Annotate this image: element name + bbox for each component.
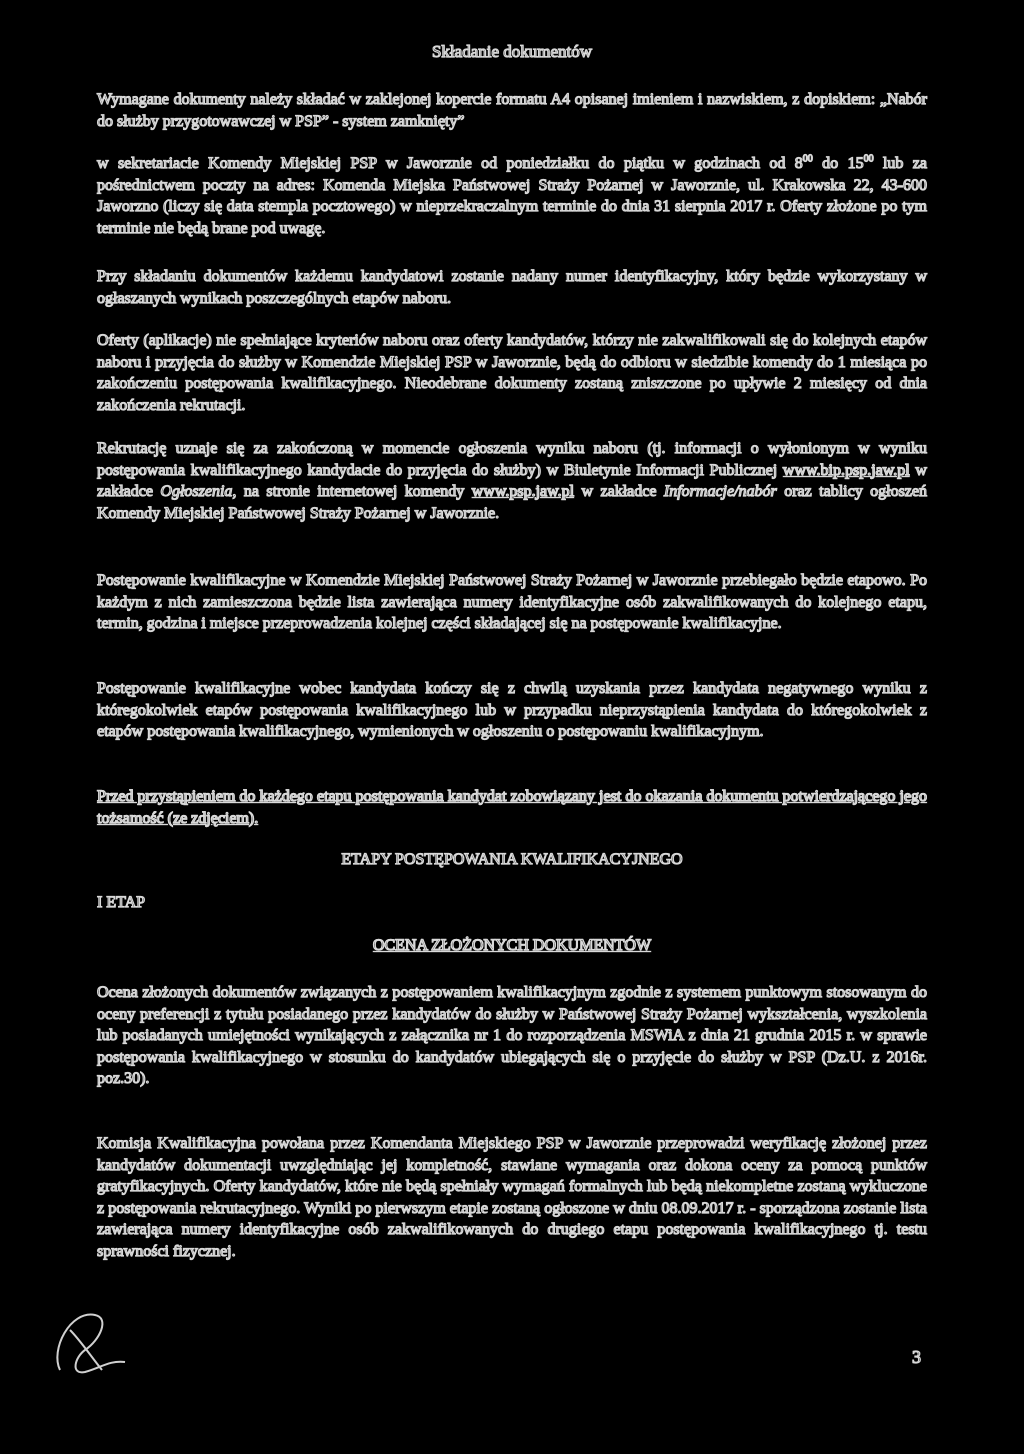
paragraph-stages-process: Postępowanie kwalifikacyjne w Komendzie Miejskiej Państwowej Straży Pożarnej w Jaworznie przebiegało będzie etapowo. Po każdym z nich zamieszczona będzie lista zawierająca numery identyfikacyjne osób zakwalifikowanych do kolejnego etapu, termin, godzina i miejsce przeprowadzenia kolejnej części składającej się na postępowanie kwalifikacyjne. xyxy=(97,572,927,633)
submission-text-b: do 15 xyxy=(812,155,864,172)
website-link[interactable]: www.psp.jaw.pl xyxy=(471,483,575,501)
tab-ogloszenia: Ogłoszenia xyxy=(160,483,233,501)
recruitment-text-c: , na stronie internetowej komendy xyxy=(232,483,472,501)
recruitment-text-d: w zakładce xyxy=(574,483,664,501)
recruitment-text-a: Rekrutację uznaje się za zakończoną w momencie ogłoszenia wyniku naboru (tj. informacji o wyłonionym w wyniku postępowania kwalifikacyjnego kandydacie do przyjęcia do służby) w Biuletynie Informacji Publicznej xyxy=(97,440,927,479)
paragraph-id-number: Przy składaniu dokumentów każdemu kandydatowi zostanie nadany numer identyfikacyjny, który będzie wykorzystany w ogłaszanych wynikach poszczególnych etapów naboru. xyxy=(97,268,927,307)
submission-text-c: lub za pośrednictwem poczty na adres: Komenda Miejska Państwowej Straży Pożarnej w Jaworznie, ul. Krakowska 22, 43-600 Jaworzno (liczy się data stempla pocztowego) w nieprzekraczalnym terminie do dnia 31 sierpnia 2017 r. Oferty złożone po tym terminie nie będą brane pod uwagę. xyxy=(97,155,928,237)
paragraph-recruitment-end xyxy=(97,438,927,524)
tab-informacje-nabor: Informacje/nabór xyxy=(663,483,777,501)
recruitment-text-b: w zakładce xyxy=(97,461,927,501)
page-number: 3 xyxy=(912,1347,921,1367)
signature-mark xyxy=(40,1300,130,1380)
bip-link[interactable]: www.bip.psp.jaw.pl xyxy=(782,461,910,479)
recruitment-text-e: oraz tablicy ogłoszeń Komendy Miejskiej Państwowej Straży Pożarnej w Jaworznie. xyxy=(97,483,928,522)
hour-end-minutes: 00 xyxy=(863,153,874,165)
section-title: Składanie dokumentów xyxy=(431,42,593,61)
stage-heading: OCENA ZŁOŻONYCH DOKUMENTÓW xyxy=(372,937,652,954)
paragraph-identity-notice: Przed przystąpieniem do każdego etapu postępowania kandydat zobowiązany jest do okazania dokumentu potwierdzającego jego tożsamość (ze zdjęciem). xyxy=(97,788,927,827)
hour-start-minutes: 00 xyxy=(802,153,813,165)
stages-heading: ETAPY POSTĘPOWANIA KWALIFIKACYJNEGO xyxy=(341,851,683,868)
paragraph-envelope: Wymagane dokumenty należy składać w zaklejonej kopercie formatu A4 opisanej imieniem i nazwiskiem, z dopiskiem: „Nabór do służby przygotowawczej w PSP” - system zamknięty” xyxy=(97,91,927,130)
paragraph-commission: Komisja Kwalifikacyjna powołana przez Komendanta Miejskiego PSP w Jaworznie przeprowadzi weryfikację złożonej przez kandydatów dokumentacji uwzględniając jej kompletność, stawiane wymagania oraz dokona oceny za pomocą punktów gratyfikacyjnych. Oferty kandydatów, które nie będą spełniały wymagań formalnych lub będą niekompletne zostaną wykluczone z postępowania rekrutacyjnego. Wyniki po pierwszym etapie zostaną ogłoszone w dniu 08.09.2017 r. - sporządzona zostanie lista zawierająca numery identyfikacyjne osób zakwalifikowanych do drugiego etapu postępowania kwalifikacyjnego tj. testu sprawności fizycznej. xyxy=(97,1135,927,1260)
stage-label: I ETAP xyxy=(97,894,146,911)
paragraph-termination: Postępowanie kwalifikacyjne wobec kandydata kończy się z chwilą uzyskania przez kandydata negatywnego wyniku z któregokolwiek etapów postępowania kwalifikacyjnego lub w przypadku nieprzystąpienia kandydata do któregokolwiek z etapów postępowania kwalifikacyjnego, wymienionych w ogłoszeniu o postępowaniu kwalifikacyjnym. xyxy=(97,680,927,741)
paragraph-rejected-offers: Oferty (aplikacje) nie spełniające kryteriów naboru oraz oferty kandydatów, którzy nie zakwalifikowali się do kolejnych etapów naboru i przyjęcia do służby w Komendzie Miejskiej PSP w Jaworznie, będą do odbioru w siedzibie komendy do 1 miesiąca po zakończeniu postępowania kwalifikacyjnego. Nieodebrane dokumenty zostaną zniszczone po upływie 2 miesięcy od dnia zakończenia rekrutacji. xyxy=(97,332,927,414)
submission-text-a: w sekretariacie Komendy Miejskiej PSP w Jaworznie od poniedziałku do piątku w godzinach od 8 xyxy=(97,155,803,172)
paragraph-document-evaluation: Ocena złożonych dokumentów związanych z postępowaniem kwalifikacyjnym zgodnie z systemem punktowym stosowanym do oceny preferencji z tytułu posiadanego przez kandydatów do służby w Państwowej Straży Pożarnej wykształcenia, wyszkolenia lub posiadanych umiejętności wynikających z załącznika nr 1 do rozporządzenia MSWiA z dnia 21 grudnia 2015 r. w sprawie postępowania kwalifikacyjnego w stosunku do kandydatów ubiegających się o przyjęcie do służby w PSP (Dz.U. z 2016r. poz.30). xyxy=(97,984,927,1088)
paragraph-submission xyxy=(97,153,927,239)
